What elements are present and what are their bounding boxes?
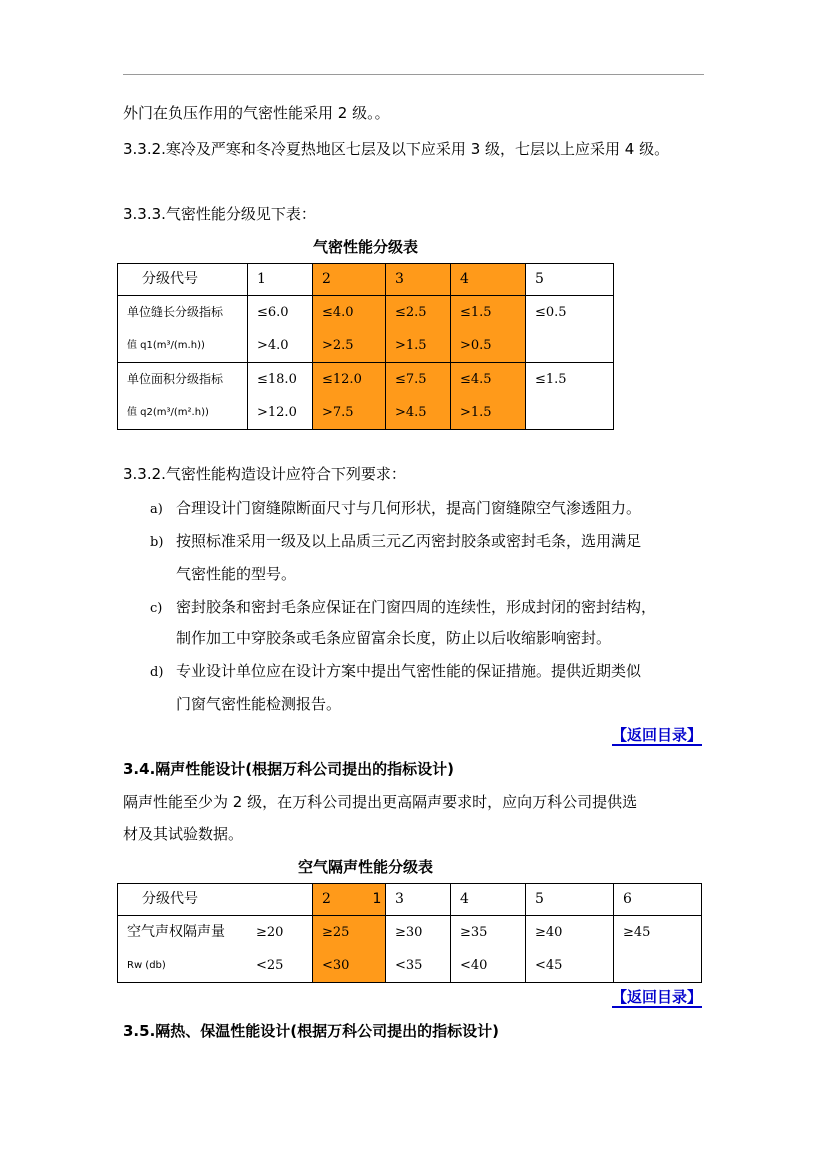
grade-cell: 6 xyxy=(614,884,702,916)
paragraph-sound-insulation-cont: 材及其试验数据。 xyxy=(123,825,244,843)
table-cell: ≤4.0 >2.5 xyxy=(313,296,386,363)
table-cell: ≤1.5 >0.5 xyxy=(451,296,526,363)
row-label: 单位缝长分级指标 值 q1(m³/(m.h)) xyxy=(118,296,248,363)
airtightness-table xyxy=(117,263,614,430)
table-cell: ≥45 xyxy=(614,916,702,983)
list-item: a) 合理设计门窗缝隙断面尺寸与几何形状，提高门窗缝隙空气渗透阻力。 xyxy=(150,499,642,517)
paragraph-negative-pressure: 外门在负压作用的气密性能采用 2 级。。 xyxy=(123,104,390,122)
grade-header: 分级代号 1 xyxy=(118,884,313,916)
table-row xyxy=(118,296,614,363)
grade-header: 分级代号 xyxy=(118,264,248,296)
table-row xyxy=(118,264,614,296)
list-item-continuation: 门窗气密性能检测报告。 xyxy=(176,695,342,713)
sound-insulation-table xyxy=(117,883,702,983)
table-cell: ≤2.5 >1.5 xyxy=(386,296,451,363)
grade-cell: 5 xyxy=(526,884,614,916)
grade-cell: 1 xyxy=(372,891,382,907)
list-item: d) 专业设计单位应在设计方案中提出气密性能的保证措施。提供近期类似 xyxy=(150,662,642,680)
back-to-contents-link[interactable]: 【返回目录】 xyxy=(611,988,702,1006)
section-heading-3-5: 3.5.隔热、保温性能设计(根据万科公司提出的指标设计) xyxy=(123,1022,499,1040)
table-cell: ≤12.0 >7.5 xyxy=(313,363,386,430)
grade-cell: 2 xyxy=(313,884,386,916)
table-cell: ≤7.5 >4.5 xyxy=(386,363,451,430)
grade-cell: 1 xyxy=(248,264,313,296)
section-heading-3-4: 3.4.隔声性能设计(根据万科公司提出的指标设计) xyxy=(123,760,454,778)
paragraph-3-3-2: 3.3.2.寒冷及严寒和冬冷夏热地区七层及以下应采用 3 级，七层以上应采用 4 级。 xyxy=(123,140,670,158)
table-cell: ≤0.5 xyxy=(526,296,614,363)
table-row xyxy=(118,916,702,983)
grade-cell: 2 xyxy=(313,264,386,296)
table-cell: ≥35 <40 xyxy=(451,916,526,983)
table-cell: ≤6.0 >4.0 xyxy=(248,296,313,363)
row-label: 单位面积分级指标 值 q2(m³/(m².h)) xyxy=(118,363,248,430)
table-cell: ≤1.5 xyxy=(526,363,614,430)
table-cell: ≥25 <30 xyxy=(313,916,386,983)
back-to-contents-link[interactable]: 【返回目录】 xyxy=(611,726,702,744)
table-row xyxy=(118,363,614,430)
paragraph-requirements: 3.3.2.气密性能构造设计应符合下列要求： xyxy=(123,465,406,483)
list-item-continuation: 气密性能的型号。 xyxy=(176,565,297,583)
table-cell: ≥20 <25 xyxy=(256,925,284,973)
row-label: 空气声权隔声量 Rw (db) ≥20 <25 xyxy=(118,916,313,983)
grade-cell: 4 xyxy=(451,264,526,296)
grade-cell: 3 xyxy=(386,264,451,296)
table2-caption: 空气隔声性能分级表 xyxy=(297,858,433,876)
table-cell: ≥40 <45 xyxy=(526,916,614,983)
grade-cell: 3 xyxy=(386,884,451,916)
table1-caption: 气密性能分级表 xyxy=(312,238,418,256)
list-item: c) 密封胶条和密封毛条应保证在门窗四周的连续性，形成封闭的密封结构， xyxy=(150,598,657,616)
table-row xyxy=(118,884,702,916)
grade-cell: 5 xyxy=(526,264,614,296)
list-item-continuation: 制作加工中穿胶条或毛条应留富余长度，防止以后收缩影响密封。 xyxy=(176,629,612,647)
paragraph-3-3-3: 3.3.3.气密性能分级见下表： xyxy=(123,205,316,223)
list-item: b) 按照标准采用一级及以上品质三元乙丙密封胶条或密封毛条，选用满足 xyxy=(150,532,642,550)
header-rule xyxy=(123,74,704,75)
paragraph-sound-insulation: 隔声性能至少为 2 级，在万科公司提出更高隔声要求时，应向万科公司提供选 xyxy=(123,793,638,811)
table-cell: ≥30 <35 xyxy=(386,916,451,983)
table-cell: ≤18.0 >12.0 xyxy=(248,363,313,430)
table-cell: ≤4.5 >1.5 xyxy=(451,363,526,430)
grade-cell: 4 xyxy=(451,884,526,916)
